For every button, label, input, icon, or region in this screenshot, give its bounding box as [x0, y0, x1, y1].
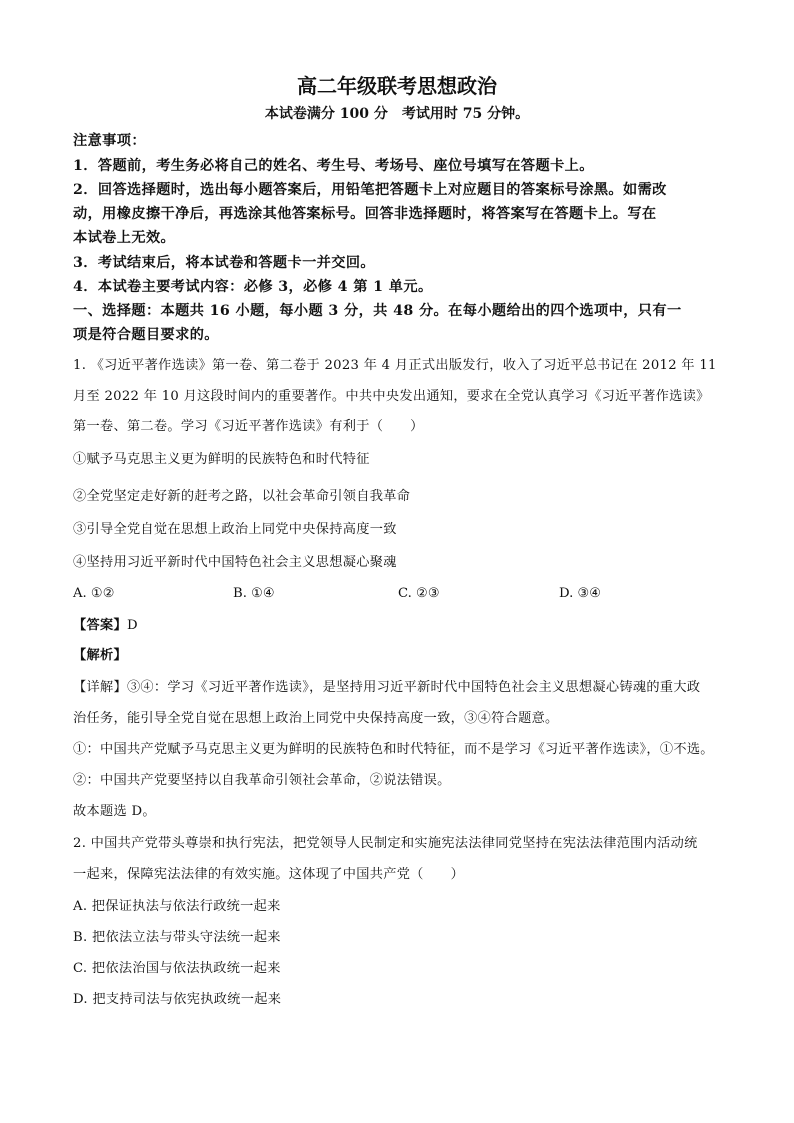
section-heading-cont: 项是符合题目要求的。: [73, 327, 219, 343]
notice-item-3: 3．考试结束后，将本试卷和答题卡一并交回。: [73, 255, 376, 271]
notice-item-4: 4．本试卷主要考试内容：必修 3，必修 4 第 1 单元。: [73, 279, 433, 295]
q1-option-d: D. ③④: [559, 586, 602, 601]
q1-detail-line-4: ②：中国共产党要坚持以自我革命引领社会革命，②说法错误。: [73, 773, 451, 788]
q1-stem-line-1: 1. 《习近平著作选读》第一卷、第二卷于 2023 年 4 月正式出版发行，收入了习近平总书记在 2012 年 11: [73, 358, 717, 373]
q1-statement-1: ①赋予马克思主义更为鲜明的民族特色和时代特征: [73, 452, 370, 467]
q1-analysis-tag: 【解析】: [73, 648, 127, 663]
q2-option-a: A. 把保证执法与依法行政统一起来: [73, 899, 281, 914]
answer-value: D: [126, 618, 138, 633]
notice-item-1: 1．答题前，考生务必将自己的姓名、考生号、考场号、座位号填写在答题卡上。: [73, 158, 594, 174]
notice-item-2: 2．回答选择题时，选出每小题答案后，用铅笔把答题卡上对应题目的答案标号涂黑。如需改: [73, 182, 667, 198]
q1-option-a: A. ①②: [73, 586, 115, 601]
q1-stem-line-2: 月至 2022 年 10 月这段时间内的重要著作。中共中央发出通知，要求在全党认真学习《习近平著作选读》: [73, 389, 710, 404]
q1-detail-line-5: 故本题选 D。: [73, 804, 156, 819]
q1-option-c: C. ②③: [398, 586, 440, 601]
notice-heading: 注意事项：: [73, 133, 146, 149]
q1-detail-line-2: 治任务，能引导全党自觉在思想上政治上同党中央保持高度一致，③④符合题意。: [73, 711, 559, 726]
q1-option-b: B. ①④: [233, 586, 275, 601]
exam-subtitle: 本试卷满分 100 分 考试用时 75 分钟。: [264, 106, 530, 122]
q1-detail-line-3: ①：中国共产党赋予马克思主义更为鲜明的民族特色和时代特征，而不是学习《习近平著作选读》，①不选。: [73, 742, 714, 757]
answer-tag: 【答案】: [73, 618, 127, 633]
q2-stem-line-2: 一起来，保障宪法法律的有效实施。这体现了中国共产党（ ）: [73, 867, 465, 882]
q2-option-d: D. 把支持司法与依宪执政统一起来: [73, 992, 282, 1007]
q1-detail-line-1: 【详解】③④：学习《习近平著作选读》，是坚持用习近平新时代中国特色社会主义思想凝心铸魂的重大政: [73, 680, 701, 695]
notice-item-2-cont: 动，用橡皮擦干净后，再选涂其他答案标号。回答非选择题时，将答案写在答题卡上。写在: [73, 206, 657, 222]
q1-statement-4: ④坚持用习近平新时代中国特色社会主义思想凝心聚魂: [73, 555, 397, 570]
exam-title: 高二年级联考思想政治: [297, 74, 497, 98]
q1-stem-line-3: 第一卷、第二卷。学习《习近平著作选读》有利于（ ）: [73, 419, 424, 434]
q2-option-c: C. 把依法治国与依法执政统一起来: [73, 961, 281, 976]
q2-option-b: B. 把依法立法与带头守法统一起来: [73, 930, 281, 945]
q1-statement-2: ②全党坚定走好新的赶考之路，以社会革命引领自我革命: [73, 489, 411, 504]
q1-statement-3: ③引导全党自觉在思想上政治上同党中央保持高度一致: [73, 522, 397, 537]
q2-stem-line-1: 2. 中国共产党带头尊崇和执行宪法，把党领导人民制定和实施宪法法律同党坚持在宪法法律范围内活动统: [73, 836, 698, 851]
q1-answer: [73, 616, 138, 636]
notice-item-2-end: 本试卷上无效。: [73, 230, 176, 246]
section-heading: 一、选择题：本题共 16 小题，每小题 3 分，共 48 分。在每小题给出的四个选项中，只有一: [73, 303, 682, 319]
